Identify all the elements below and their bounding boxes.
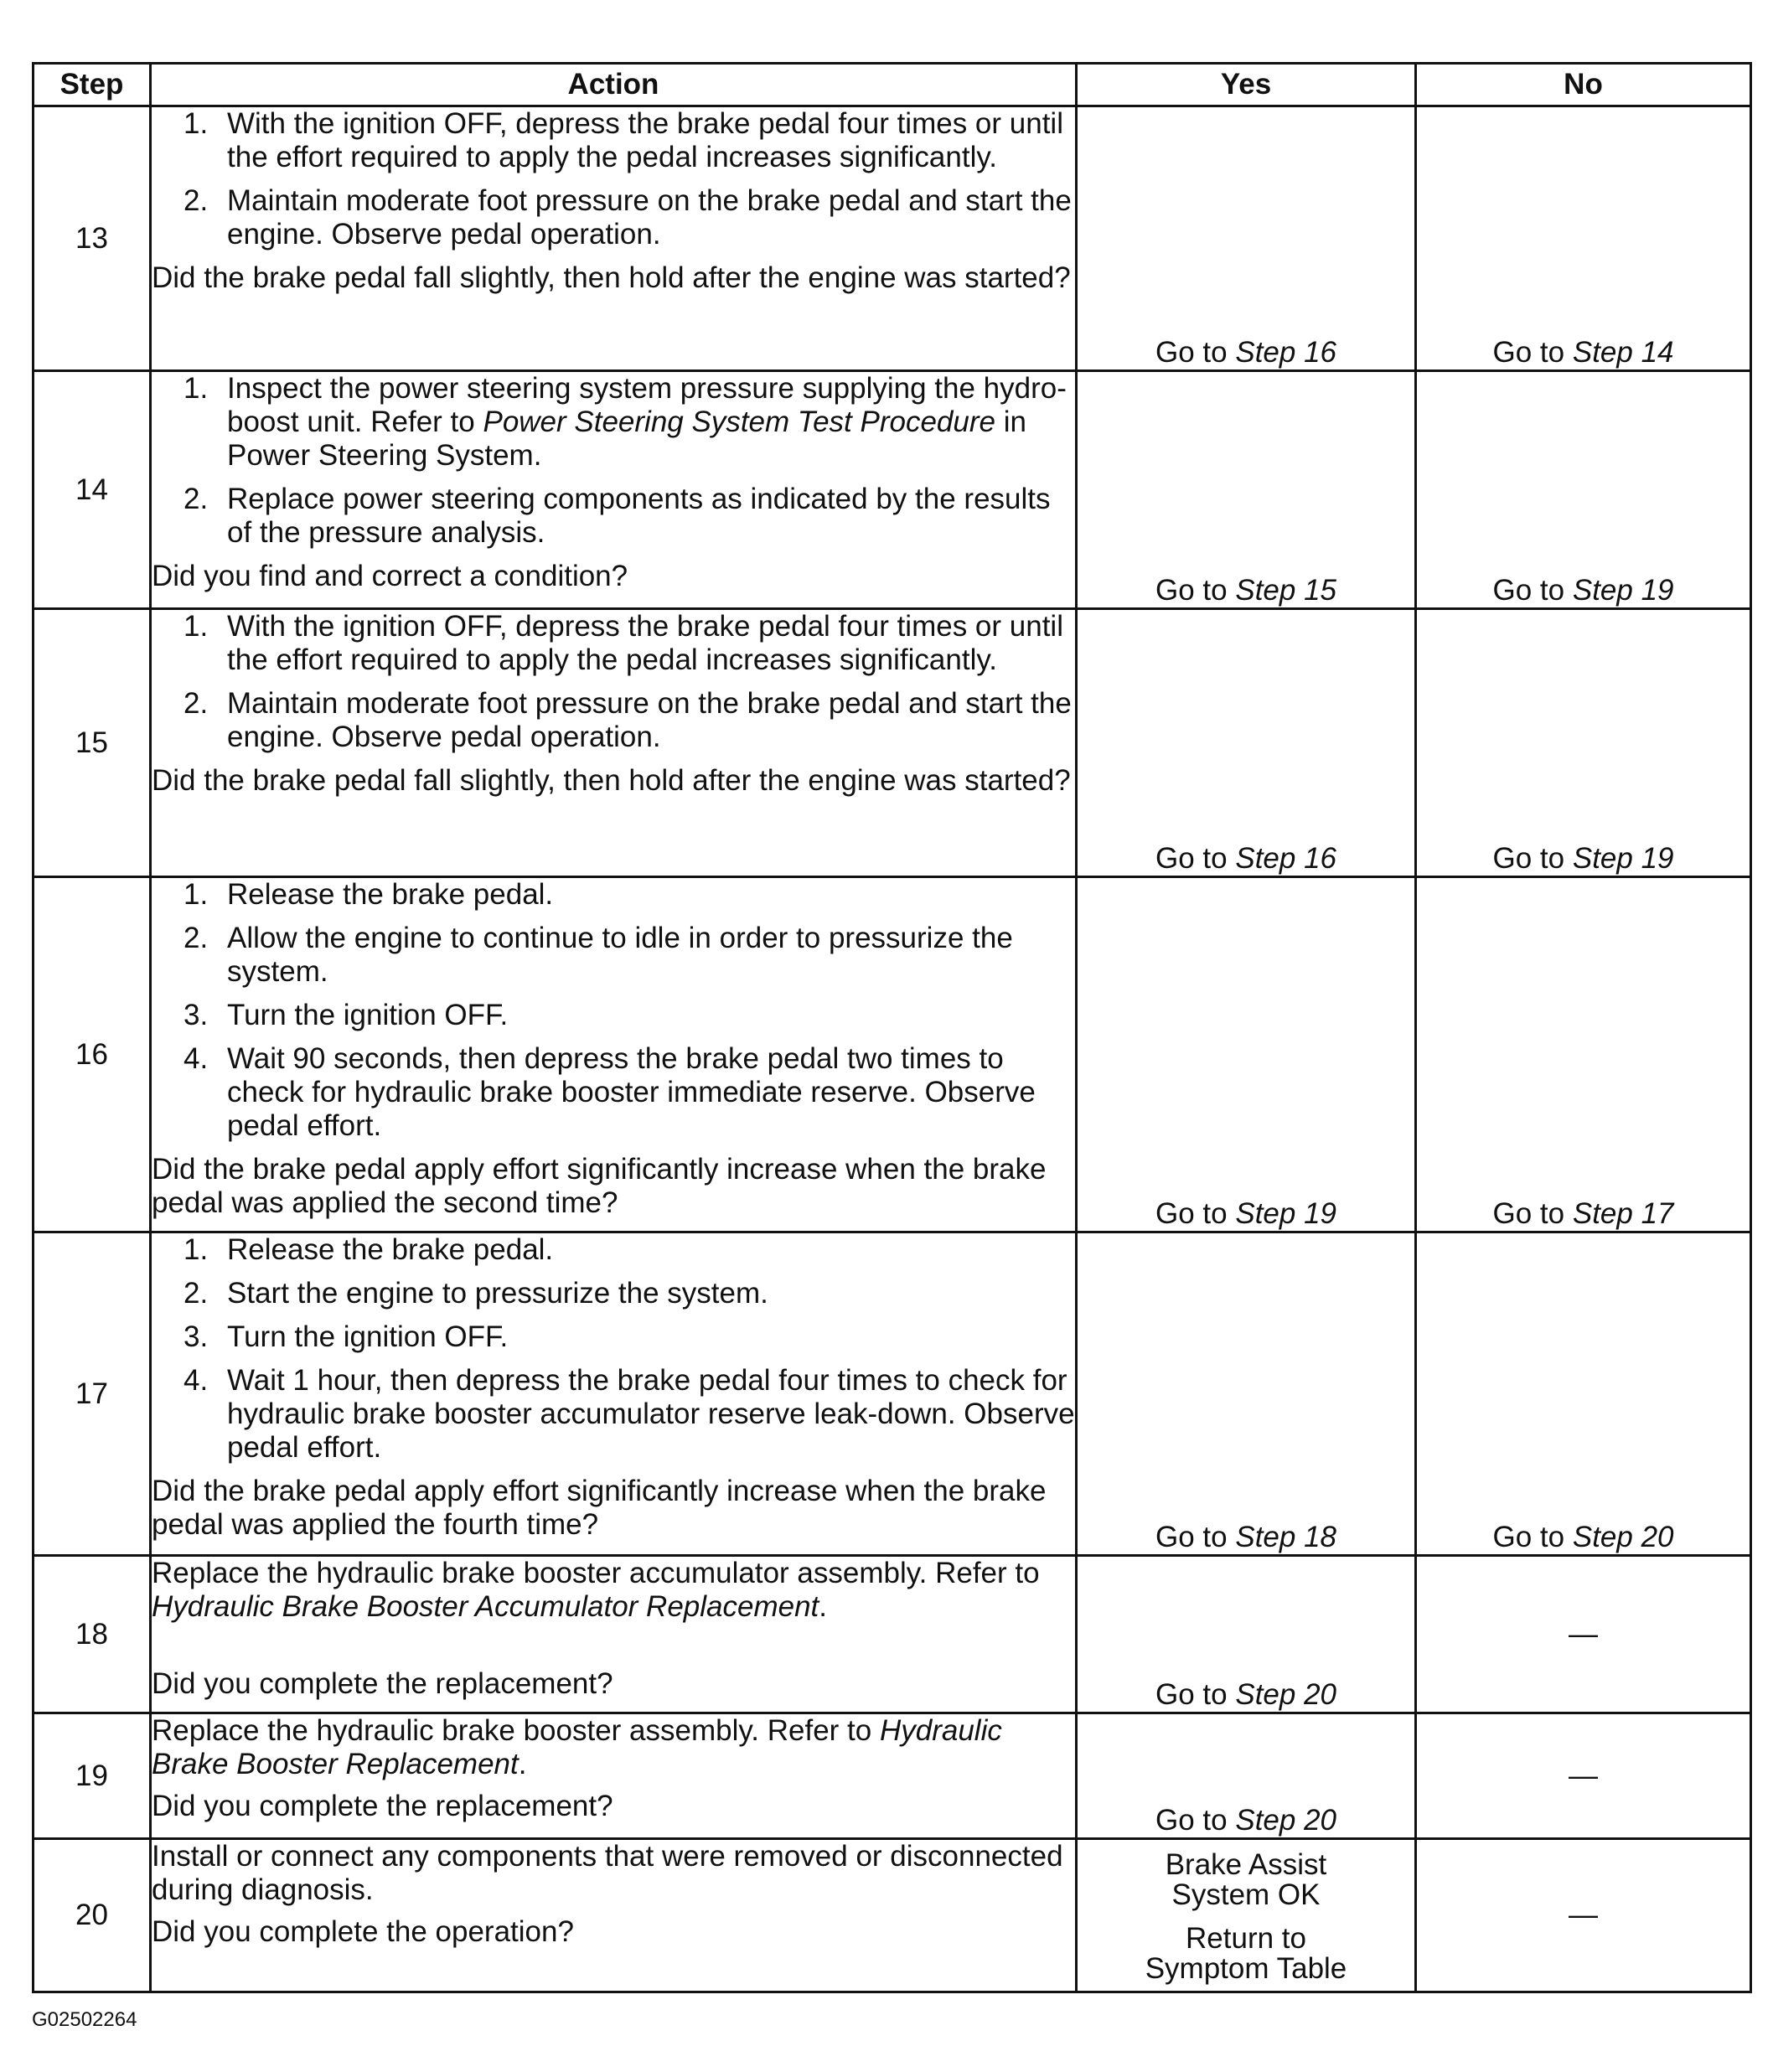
action-item: 2. Maintain moderate foot pressure on the brake pedal and start the engine. Observe pedal operation. <box>184 184 1072 251</box>
action-item-text: Wait 1 hour, then depress the brake pedal four times to check for hydraulic brake booster accumulator reserve leak-down. Observe pedal effort. <box>227 1364 1075 1464</box>
table-row <box>34 106 1751 371</box>
action-item: 3. Turn the ignition OFF. <box>184 1320 509 1353</box>
action-cell <box>151 106 1077 371</box>
table-row <box>34 1232 1751 1556</box>
result-text: System OK <box>1171 1878 1321 1911</box>
action-list <box>152 1233 1075 1465</box>
yes-prefix: Go to <box>1155 1197 1228 1230</box>
no-cell: — <box>1416 1839 1751 1992</box>
action-cell <box>151 1713 1077 1839</box>
action-question: Did the brake pedal apply effort significantly increase when the brake pedal was applied the second time? <box>152 1153 1047 1219</box>
action-item-text: Inspect the power steering system pressure supplying the hydro-boost unit. Refer to <box>227 372 1067 438</box>
yes-prefix: Go to <box>1155 1521 1228 1553</box>
action-list <box>152 610 1075 754</box>
diagnostic-table <box>32 62 1752 1993</box>
yes-cell <box>1077 1713 1416 1839</box>
action-question: Did you complete the replacement? <box>152 1790 613 1822</box>
return-link[interactable]: Return to <box>1186 1922 1306 1955</box>
step-number: 19 <box>34 1713 151 1839</box>
yes-step-link[interactable]: Step 20 <box>1235 1804 1336 1837</box>
action-paragraph: Install or connect any components that were removed or disconnected during diagnosis. <box>152 1840 1063 1906</box>
no-prefix: Go to <box>1492 842 1565 875</box>
yes-cell <box>1077 1556 1416 1713</box>
header-step: Step <box>34 64 151 106</box>
action-paragraph <box>152 1557 1075 1624</box>
table-row <box>34 609 1751 877</box>
reference-link[interactable]: Hydraulic Brake Booster Replacement <box>152 1714 1002 1780</box>
yes-cell <box>1077 371 1416 609</box>
yes-cell <box>1077 1232 1416 1556</box>
yes-prefix: Go to <box>1155 842 1228 875</box>
step-number: 18 <box>34 1556 151 1713</box>
action-question: Did the brake pedal fall slightly, then hold after the engine was started? <box>152 764 1071 797</box>
action-item-text: Start the engine to pressurize the system. <box>227 1277 768 1310</box>
action-question: Did you complete the replacement? <box>152 1667 613 1700</box>
table-row <box>34 1556 1751 1713</box>
action-list <box>152 878 1075 1143</box>
action-item: 1. With the ignition OFF, depress the brake pedal four times or until the effort required to apply the pedal increases significantly. <box>184 107 1063 173</box>
action-item: 3. Turn the ignition OFF. <box>184 999 509 1031</box>
yes-cell <box>1077 1839 1416 1992</box>
action-item: 1. Release the brake pedal. <box>184 1233 554 1266</box>
action-item-text: With the ignition OFF, depress the brake pedal four times or until the effort required to apply the pedal increases significantly. <box>227 610 1063 676</box>
action-item-text: Maintain moderate foot pressure on the brake pedal and start the engine. Observe pedal operation. <box>227 184 1072 251</box>
step-number: 13 <box>34 106 151 371</box>
action-item-text: With the ignition OFF, depress the brake pedal four times or until the effort required to apply the pedal increases significantly. <box>227 107 1063 173</box>
no-cell: — <box>1416 1713 1751 1839</box>
action-item-text: Maintain moderate foot pressure on the brake pedal and start the engine. Observe pedal operation. <box>227 687 1072 753</box>
action-item: 2. Replace power steering components as indicated by the results of the pressure analysis. <box>184 483 1051 549</box>
action-list <box>152 107 1075 251</box>
action-item-text: Wait 90 seconds, then depress the brake pedal two times to check for hydraulic brake booster immediate reserve. Observe pedal effort. <box>227 1042 1036 1142</box>
table-row <box>34 1839 1751 1992</box>
no-step-link[interactable]: Step 19 <box>1572 574 1674 607</box>
step-number: 20 <box>34 1839 151 1992</box>
no-cell <box>1416 609 1751 877</box>
action-cell <box>151 1232 1077 1556</box>
yes-step-link[interactable]: Step 20 <box>1235 1678 1336 1711</box>
yes-cell <box>1077 106 1416 371</box>
step-number: 17 <box>34 1232 151 1556</box>
no-cell <box>1416 1232 1751 1556</box>
no-cell <box>1416 371 1751 609</box>
no-prefix: Go to <box>1492 1197 1565 1230</box>
header-no: No <box>1416 64 1751 106</box>
action-text: Replace the hydraulic brake booster accumulator assembly. Refer to <box>152 1557 1040 1589</box>
action-cell <box>151 609 1077 877</box>
yes-cell <box>1077 609 1416 877</box>
action-item: 4. Wait 90 seconds, then depress the brake pedal two times to check for hydraulic brake booster immediate reserve. Observe pedal effort. <box>184 1042 1036 1142</box>
action-cell <box>151 1839 1077 1992</box>
step-number: 15 <box>34 609 151 877</box>
yes-step-link[interactable]: Step 15 <box>1235 574 1336 607</box>
no-step-link[interactable]: Step 17 <box>1572 1197 1674 1230</box>
no-prefix: Go to <box>1492 336 1565 369</box>
yes-step-link[interactable]: Step 16 <box>1235 336 1336 369</box>
action-question: Did you complete the operation? <box>152 1915 574 1948</box>
table-row <box>34 1713 1751 1839</box>
action-item: 1. With the ignition OFF, depress the brake pedal four times or until the effort required to apply the pedal increases significantly. <box>184 610 1063 676</box>
no-prefix: Go to <box>1492 1521 1565 1553</box>
no-prefix: Go to <box>1492 574 1565 607</box>
no-cell: — <box>1416 1556 1751 1713</box>
action-item: 4. Wait 1 hour, then depress the brake pedal four times to check for hydraulic brake booster accumulator reserve leak-down. Observe pedal effort. <box>184 1364 1075 1464</box>
yes-step-link[interactable]: Step 18 <box>1235 1521 1336 1553</box>
action-item-text: Allow the engine to continue to idle in order to pressurize the system. <box>227 922 1013 988</box>
action-cell <box>151 1556 1077 1713</box>
action-item-text: Release the brake pedal. <box>227 1233 554 1266</box>
yes-prefix: Go to <box>1155 1804 1228 1837</box>
no-cell <box>1416 877 1751 1232</box>
table-header-row <box>34 64 1751 106</box>
figure-id: G02502264 <box>32 2008 137 2031</box>
action-text: Replace the hydraulic brake booster assembly. Refer to <box>152 1714 872 1747</box>
table-row <box>34 371 1751 609</box>
action-item: 1. Release the brake pedal. <box>184 878 554 911</box>
action-question: Did you find and correct a condition? <box>152 560 628 592</box>
step-number: 16 <box>34 877 151 1232</box>
yes-prefix: Go to <box>1155 336 1228 369</box>
no-cell <box>1416 106 1751 371</box>
action-item: 2. Start the engine to pressurize the system. <box>184 1277 768 1310</box>
yes-prefix: Go to <box>1155 574 1228 607</box>
no-step-link[interactable]: Step 14 <box>1572 336 1674 369</box>
action-question: Did the brake pedal apply effort significantly increase when the brake pedal was applied the fourth time? <box>152 1475 1047 1541</box>
no-step-link[interactable]: Step 19 <box>1572 842 1674 875</box>
yes-prefix: Go to <box>1155 1678 1228 1711</box>
action-text: . <box>518 1748 527 1780</box>
action-question: Did the brake pedal fall slightly, then hold after the engine was started? <box>152 261 1071 294</box>
header-action: Action <box>151 64 1077 106</box>
table-row <box>34 877 1751 1232</box>
reference-link[interactable]: Hydraulic Brake Booster Accumulator Replacement <box>152 1590 819 1623</box>
return-link[interactable]: Symptom Table <box>1145 1952 1347 1985</box>
step-number: 14 <box>34 371 151 609</box>
action-item: 2. Maintain moderate foot pressure on the brake pedal and start the engine. Observe pedal operation. <box>184 687 1072 753</box>
header-yes: Yes <box>1077 64 1416 106</box>
yes-cell <box>1077 877 1416 1232</box>
action-cell <box>151 371 1077 609</box>
action-text: . <box>819 1590 828 1623</box>
action-item-text: in Power Steering System. <box>227 406 1026 472</box>
action-item-text: Turn the ignition OFF. <box>227 999 509 1031</box>
action-item-text: Replace power steering components as indicated by the results of the pressure analysis. <box>227 483 1051 549</box>
no-step-link[interactable]: Step 20 <box>1572 1521 1674 1553</box>
result-text: Brake Assist <box>1165 1848 1327 1881</box>
action-item: 1. Inspect the power steering system pressure supplying the hydro-boost unit. Refer to Power Steering System Test Procedure in Power Steering System. <box>184 372 1067 472</box>
action-item: 2. Allow the engine to continue to idle in order to pressurize the system. <box>184 922 1013 988</box>
action-paragraph <box>152 1714 1075 1781</box>
yes-step-link[interactable]: Step 16 <box>1235 842 1336 875</box>
reference-link[interactable]: Power Steering System Test Procedure <box>483 406 995 438</box>
action-item-text: Turn the ignition OFF. <box>227 1320 509 1353</box>
action-item-text: Release the brake pedal. <box>227 878 554 911</box>
action-cell <box>151 877 1077 1232</box>
action-list <box>152 372 1075 550</box>
yes-step-link[interactable]: Step 19 <box>1235 1197 1336 1230</box>
